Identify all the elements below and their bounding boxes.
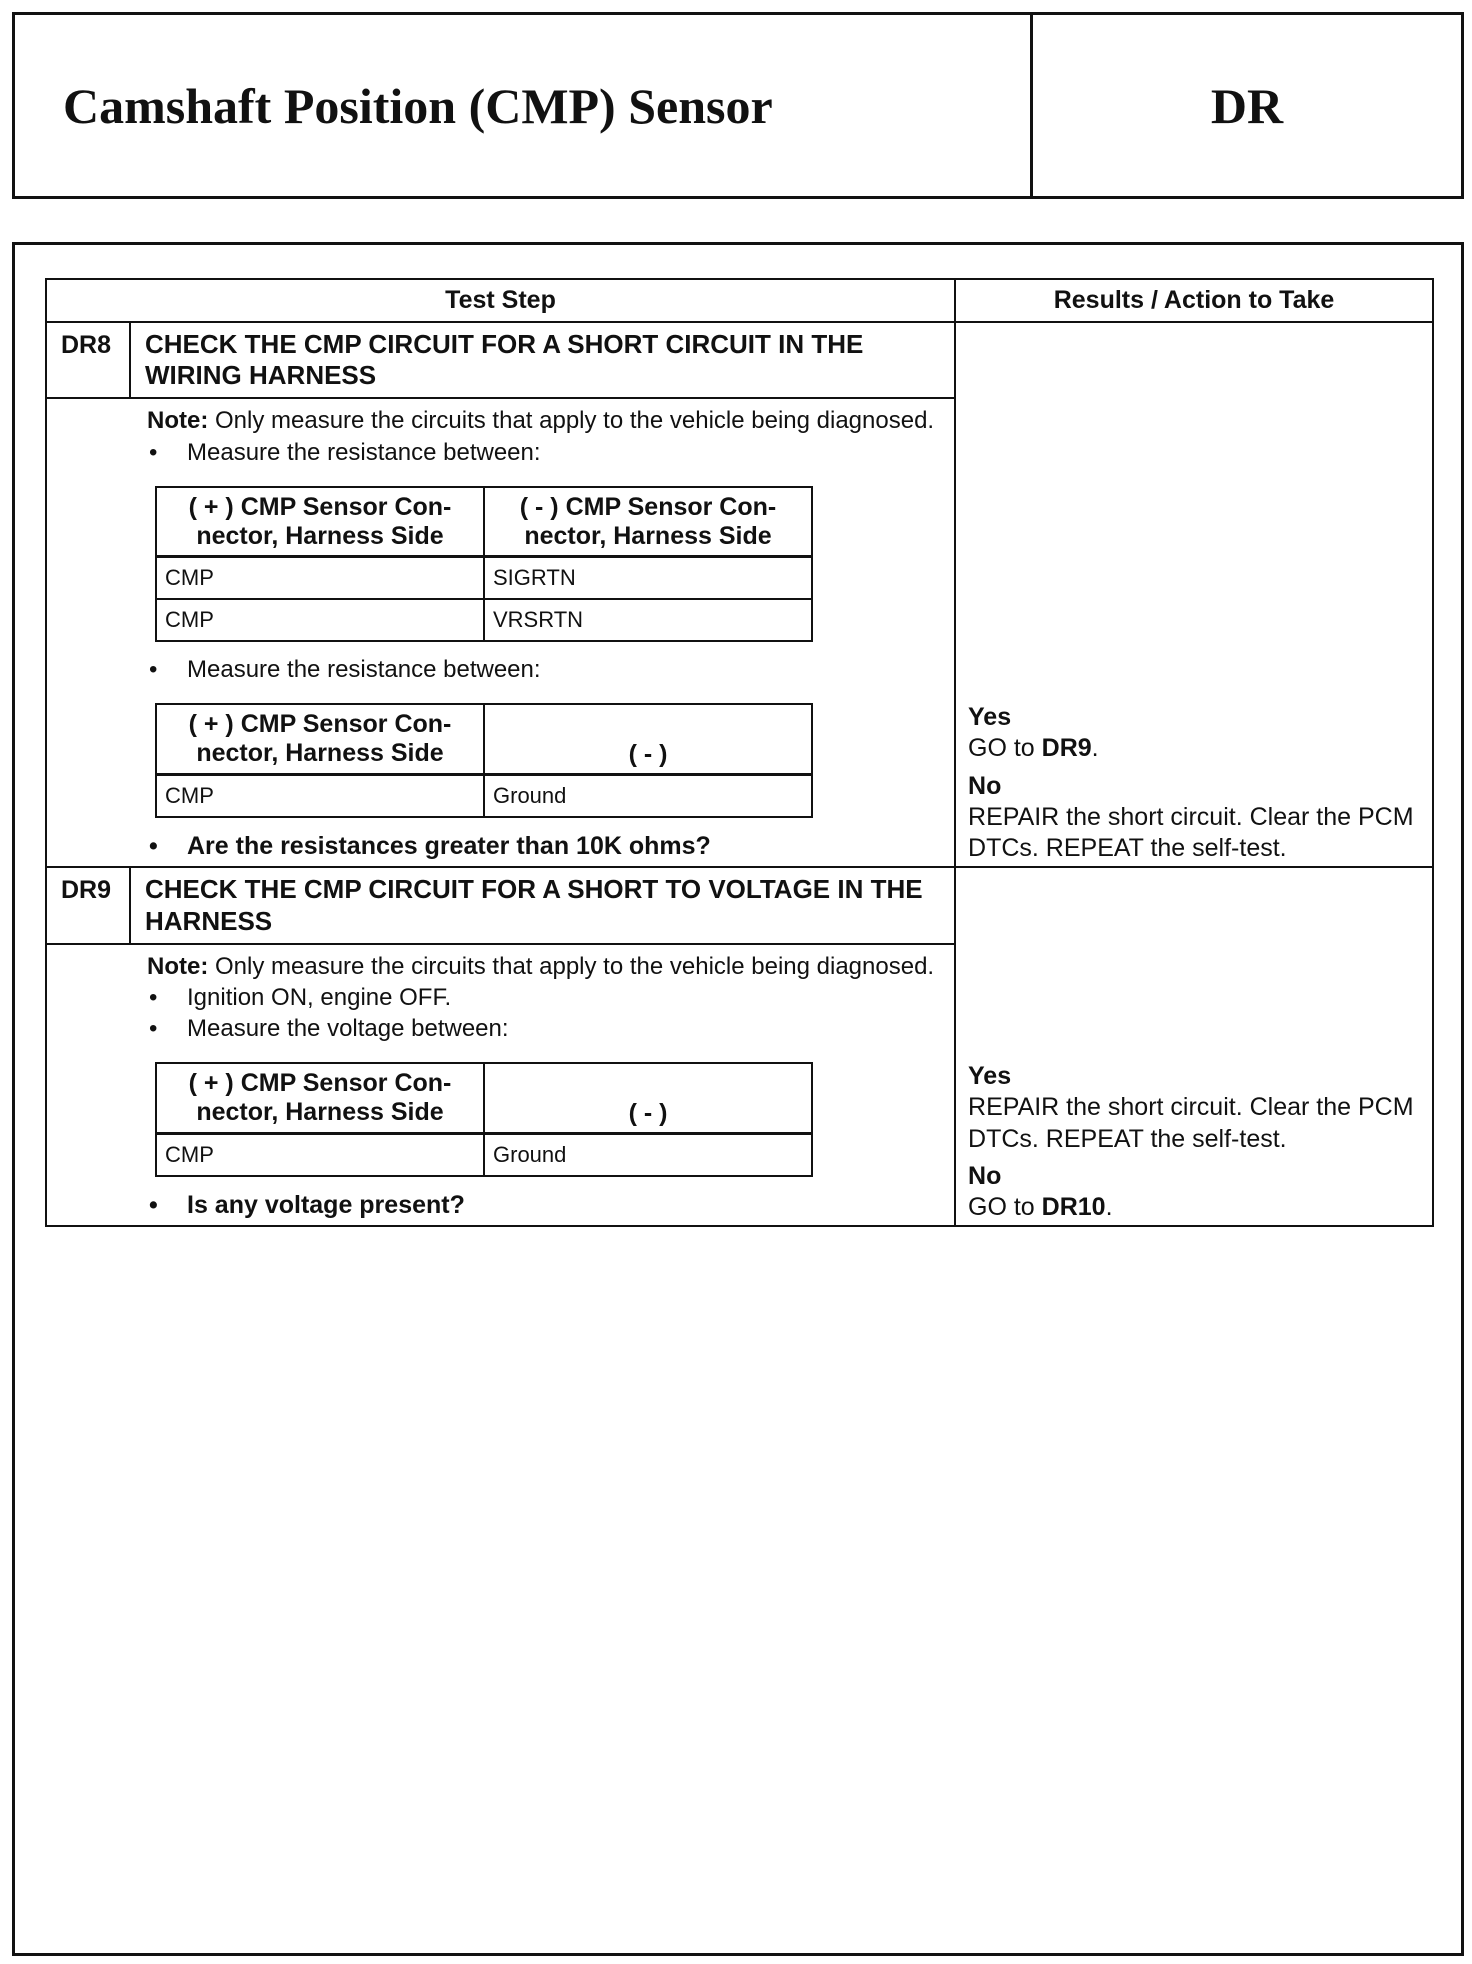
note-text: Only measure the circuits that apply to the vehicle being diagnosed. [208,952,935,980]
yes-text: GO to [968,734,1042,763]
no-label: No [968,771,1002,800]
yes-end: . [1091,734,1099,763]
measurement-table [155,703,813,818]
no-action [968,1192,1422,1223]
column-header: ( + ) CMP Sensor Con-nector, Harness Side [156,487,484,557]
note-label: Note: [147,952,209,980]
yes-action: REPAIR the short circuit. Clear the PCM DTCs. REPEAT the self-test. [968,1093,1414,1153]
column-header: ( - ) [484,704,812,774]
table-cell: VRSRTN [484,599,812,641]
step-heading: CHECK THE CMP CIRCUIT FOR A SHORT CIRCUIT IN THE WIRING HARNESS [130,322,955,398]
step-results [955,867,1433,1226]
column-header: ( + ) CMP Sensor Con-nector, Harness Side [156,704,484,774]
test-steps-table [45,278,1434,1227]
note [147,951,942,982]
page-header [12,12,1464,199]
table-cell: CMP [156,557,484,600]
column-header: ( + ) CMP Sensor Con-nector, Harness Side [156,1063,484,1133]
instruction-item: • Measure the resistance between: [147,654,942,685]
title-cell [15,15,1033,196]
table-row [156,774,812,817]
table-cell: CMP [156,599,484,641]
yes-label: Yes [968,703,1012,732]
instruction-item: • Ignition ON, engine OFF. [147,982,942,1013]
step-ref-link: DR10 [1041,1193,1106,1222]
step-id: DR8 [46,322,130,398]
results-header: Results / Action to Take [955,279,1433,322]
section-code: DR [1210,77,1284,134]
column-header: ( - ) [484,1063,812,1133]
measurement-table [155,1062,813,1177]
note-text: Only measure the circuits that apply to the vehicle being diagnosed. [208,407,935,435]
table-cell: CMP [156,774,484,817]
test-step-header: Test Step [46,279,955,322]
step-body [46,398,955,867]
no-text: GO to [968,1193,1042,1222]
note-label: Note: [147,407,209,435]
table-row [156,557,812,600]
no-action: REPAIR the short circuit. Clear the PCM DTCs. REPEAT the self-test. [968,802,1414,863]
note [147,405,942,436]
table-header-row [46,279,1433,322]
page-title: Camshaft Position (CMP) Sensor [63,77,773,134]
table-cell: Ground [484,774,812,817]
table-cell: Ground [484,1133,812,1176]
step-id: DR9 [46,867,130,943]
table-cell: CMP [156,1133,484,1176]
question: • Is any voltage present? [147,1189,942,1222]
table-row [156,1133,812,1176]
step-heading-row [46,322,1433,398]
step-heading-row [46,867,1433,943]
yes-action [968,733,1422,764]
column-header: ( - ) CMP Sensor Con-nector, Harness Side [484,487,812,557]
table-cell: SIGRTN [484,557,812,600]
step-results [955,322,1433,867]
step-ref-link: DR9 [1041,734,1092,763]
code-cell [1033,15,1461,196]
question: • Are the resistances greater than 10K ohms? [147,830,942,863]
instruction-item: • Measure the resistance between: [147,437,942,468]
yes-label: Yes [968,1062,1012,1091]
step-heading: CHECK THE CMP CIRCUIT FOR A SHORT TO VOLTAGE IN THE HARNESS [130,867,955,943]
measurement-table [155,486,813,643]
step-body [46,944,955,1227]
no-label: No [968,1161,1002,1190]
instruction-item: • Measure the voltage between: [147,1013,942,1044]
no-end: . [1105,1193,1113,1222]
table-row [156,599,812,641]
